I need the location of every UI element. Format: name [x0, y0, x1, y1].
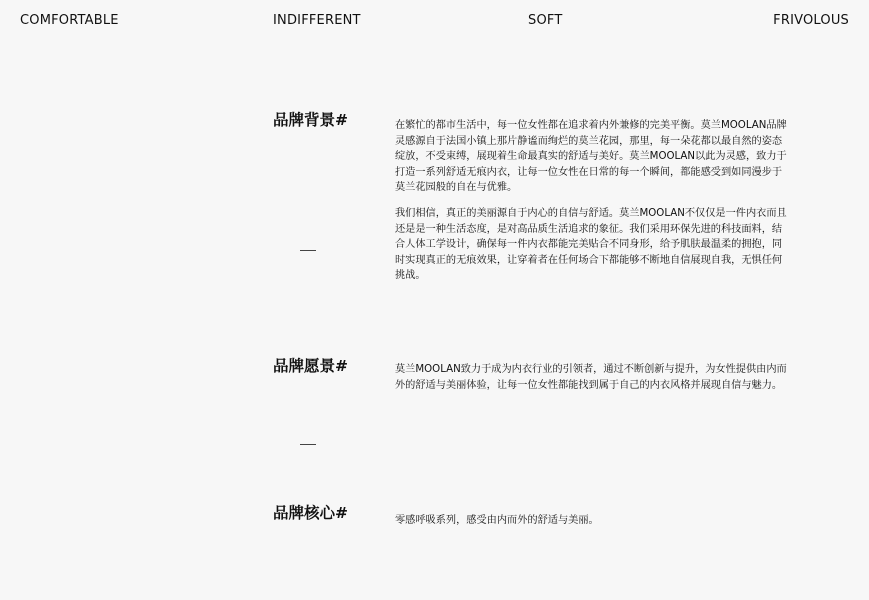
section-title-brand-vision: 品牌愿景# [273, 357, 348, 375]
section-paragraph: 零感呼吸系列，感受由内而外的舒适与美丽。 [395, 515, 599, 526]
section-title-brand-background: 品牌背景# [273, 111, 348, 129]
nav-item-indifferent[interactable]: INDIFFERENT [273, 13, 361, 28]
nav-item-comfortable[interactable]: COMFORTABLE [20, 13, 119, 28]
section-divider [300, 250, 316, 251]
section-title-brand-core: 品牌核心# [273, 504, 348, 522]
section-divider [300, 444, 316, 445]
section-paragraph: 我们相信，真正的美丽源自于内心的自信与舒适。莫兰MOOLAN不仅仅是一件内衣而且还是是一种生活态度，是对高品质生活追求的象征。我们采用环保先进的科技面料，结合人体工学设计，确保每一件内衣都能完美贴合不同身形，给予肌肤最温柔的拥抱，同时实现真正的无痕效果，让穿着者在任何场合下都能够不断地自信展现自我，无惧任何挑战。 [395, 208, 787, 281]
section-paragraph: 在繁忙的都市生活中，每一位女性都在追求着内外兼修的完美平衡。莫兰MOOLAN品牌灵感源自于法国小镇上那片静谧而绚烂的莫兰花园，那里，每一朵花都以最自然的姿态绽放，不受束缚，展现着生命最真实的舒适与美好。莫兰MOOLAN以此为灵感，致力于打造一系列舒适无痕内衣，让每一位女性在日常的每一个瞬间，都能感受到如同漫步于莫兰花园般的自在与优雅。 [395, 120, 787, 193]
nav-item-soft[interactable]: SOFT [528, 13, 563, 28]
top-nav [0, 13, 869, 31]
section-paragraph: 莫兰MOOLAN致力于成为内衣行业的引领者，通过不断创新与提升，为女性提供由内而外的舒适与美丽体验，让每一位女性都能找到属于自己的内衣风格并展现自信与魅力。 [395, 364, 787, 391]
nav-item-frivolous[interactable]: FRIVOLOUS [773, 13, 849, 28]
